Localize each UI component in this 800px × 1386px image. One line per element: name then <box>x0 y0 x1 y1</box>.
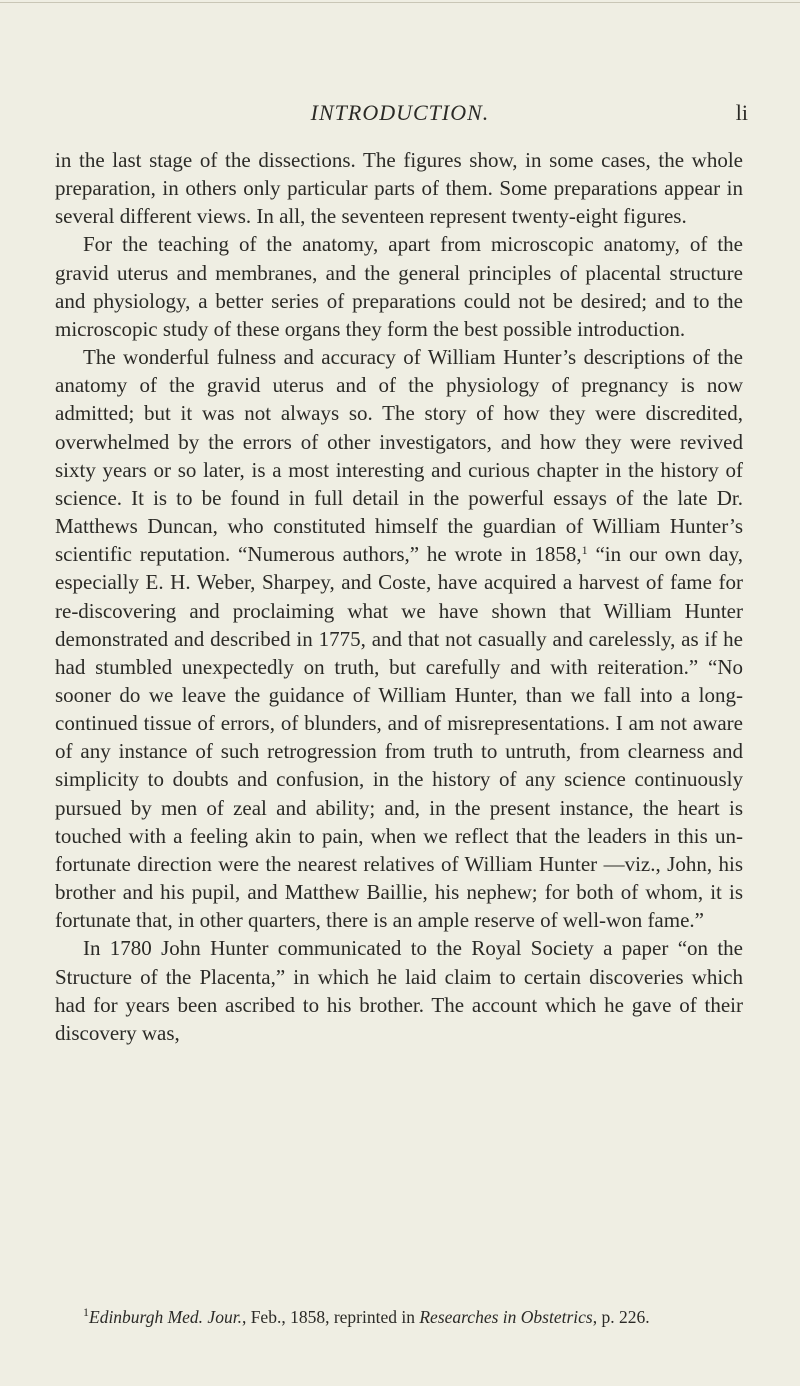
footnote <box>55 1306 743 1329</box>
footnote-journal: Edinburgh Med. Jour. <box>89 1307 242 1327</box>
page-header <box>0 100 800 130</box>
top-edge-rule <box>0 2 800 3</box>
footnote-reference-mark: 1 <box>581 543 588 558</box>
paragraph-4: In 1780 John Hunter communicated to the Royal Society a paper “on the Structure of the Placenta,” in which he laid claim to certain discoveries which had for years been ascribed to his brother. The account which he gave of their discovery was, <box>55 936 743 1045</box>
paragraph-1: in the last stage of the dissections. The figures show, in some cases, the whole preparation, in others only particular parts of them. Some preparations appear in several different views. In all, the seventeen represent twenty-eight figures. <box>55 148 743 229</box>
page-number: li <box>735 100 748 125</box>
paragraph-3-part-1: The wonderful fulness and accuracy of William Hunter’s descriptions of the anatomy of the gravid uterus and of the physiology of pregnancy is now admitted; but it was not always so. The story of how they were discredited, overwhelmed by the errors of other investigators, and how they were revived sixty years or so later, is a most interesting and curious chapter in the history of science. It is to be found in full detail in the powerful essays of the late Dr. Matthews Duncan, who constituted himself the guardian of William Hunter’s scientific reputation. “Numerous authors,” he wrote in 1858, <box>55 345 743 567</box>
paragraph-3-part-2: “in our own day, especially E. H. Weber, Sharpey, and Coste, have acquired a harvest of fame for re-discovering and proclaiming what we have shown that William Hunter demonstrated and described in 1775, and that not casually and carelessly, as if he had stumbled unexpectedly on truth, but carefully and with reiteration.” “No sooner do we leave the guidance of William Hunter, than we fall into a long-continued tissue of errors, of blunders, and of misrepresentations. I am not aware of any instance of such retrogression from truth to untruth, from clearness and simplicity to doubts and confusion, in the history of any science continuously pursued by men of zeal and ability; and, in the present instance, the heart is touched with a feeling akin to pain, when we reflect that the leaders in this un-fortunate direction were the nearest relatives of William Hunter —viz., John, his brother and his pupil, and Matthew Baillie, his nephew; for both of whom, it is fortunate that, in other quarters, there is an ample reserve of well-won fame.” <box>55 542 743 933</box>
paragraph-2: For the teaching of the anatomy, apart from microscopic anatomy, of the gravid uterus and membranes, and the general principles of placental structure and physiology, a better series of preparations could not be desired; and to the microscopic study of these organs they form the best possible introduction. <box>55 232 743 341</box>
running-title: INTRODUCTION. <box>310 100 490 125</box>
footnote-end: , p. 226. <box>592 1307 650 1327</box>
body-text <box>55 146 743 1047</box>
footnote-book: Researches in Obstetrics <box>419 1307 593 1327</box>
footnote-mark: 1 <box>83 1305 89 1319</box>
footnote-middle: , Feb., 1858, reprinted in <box>241 1307 420 1327</box>
paragraph-3 <box>55 343 743 934</box>
